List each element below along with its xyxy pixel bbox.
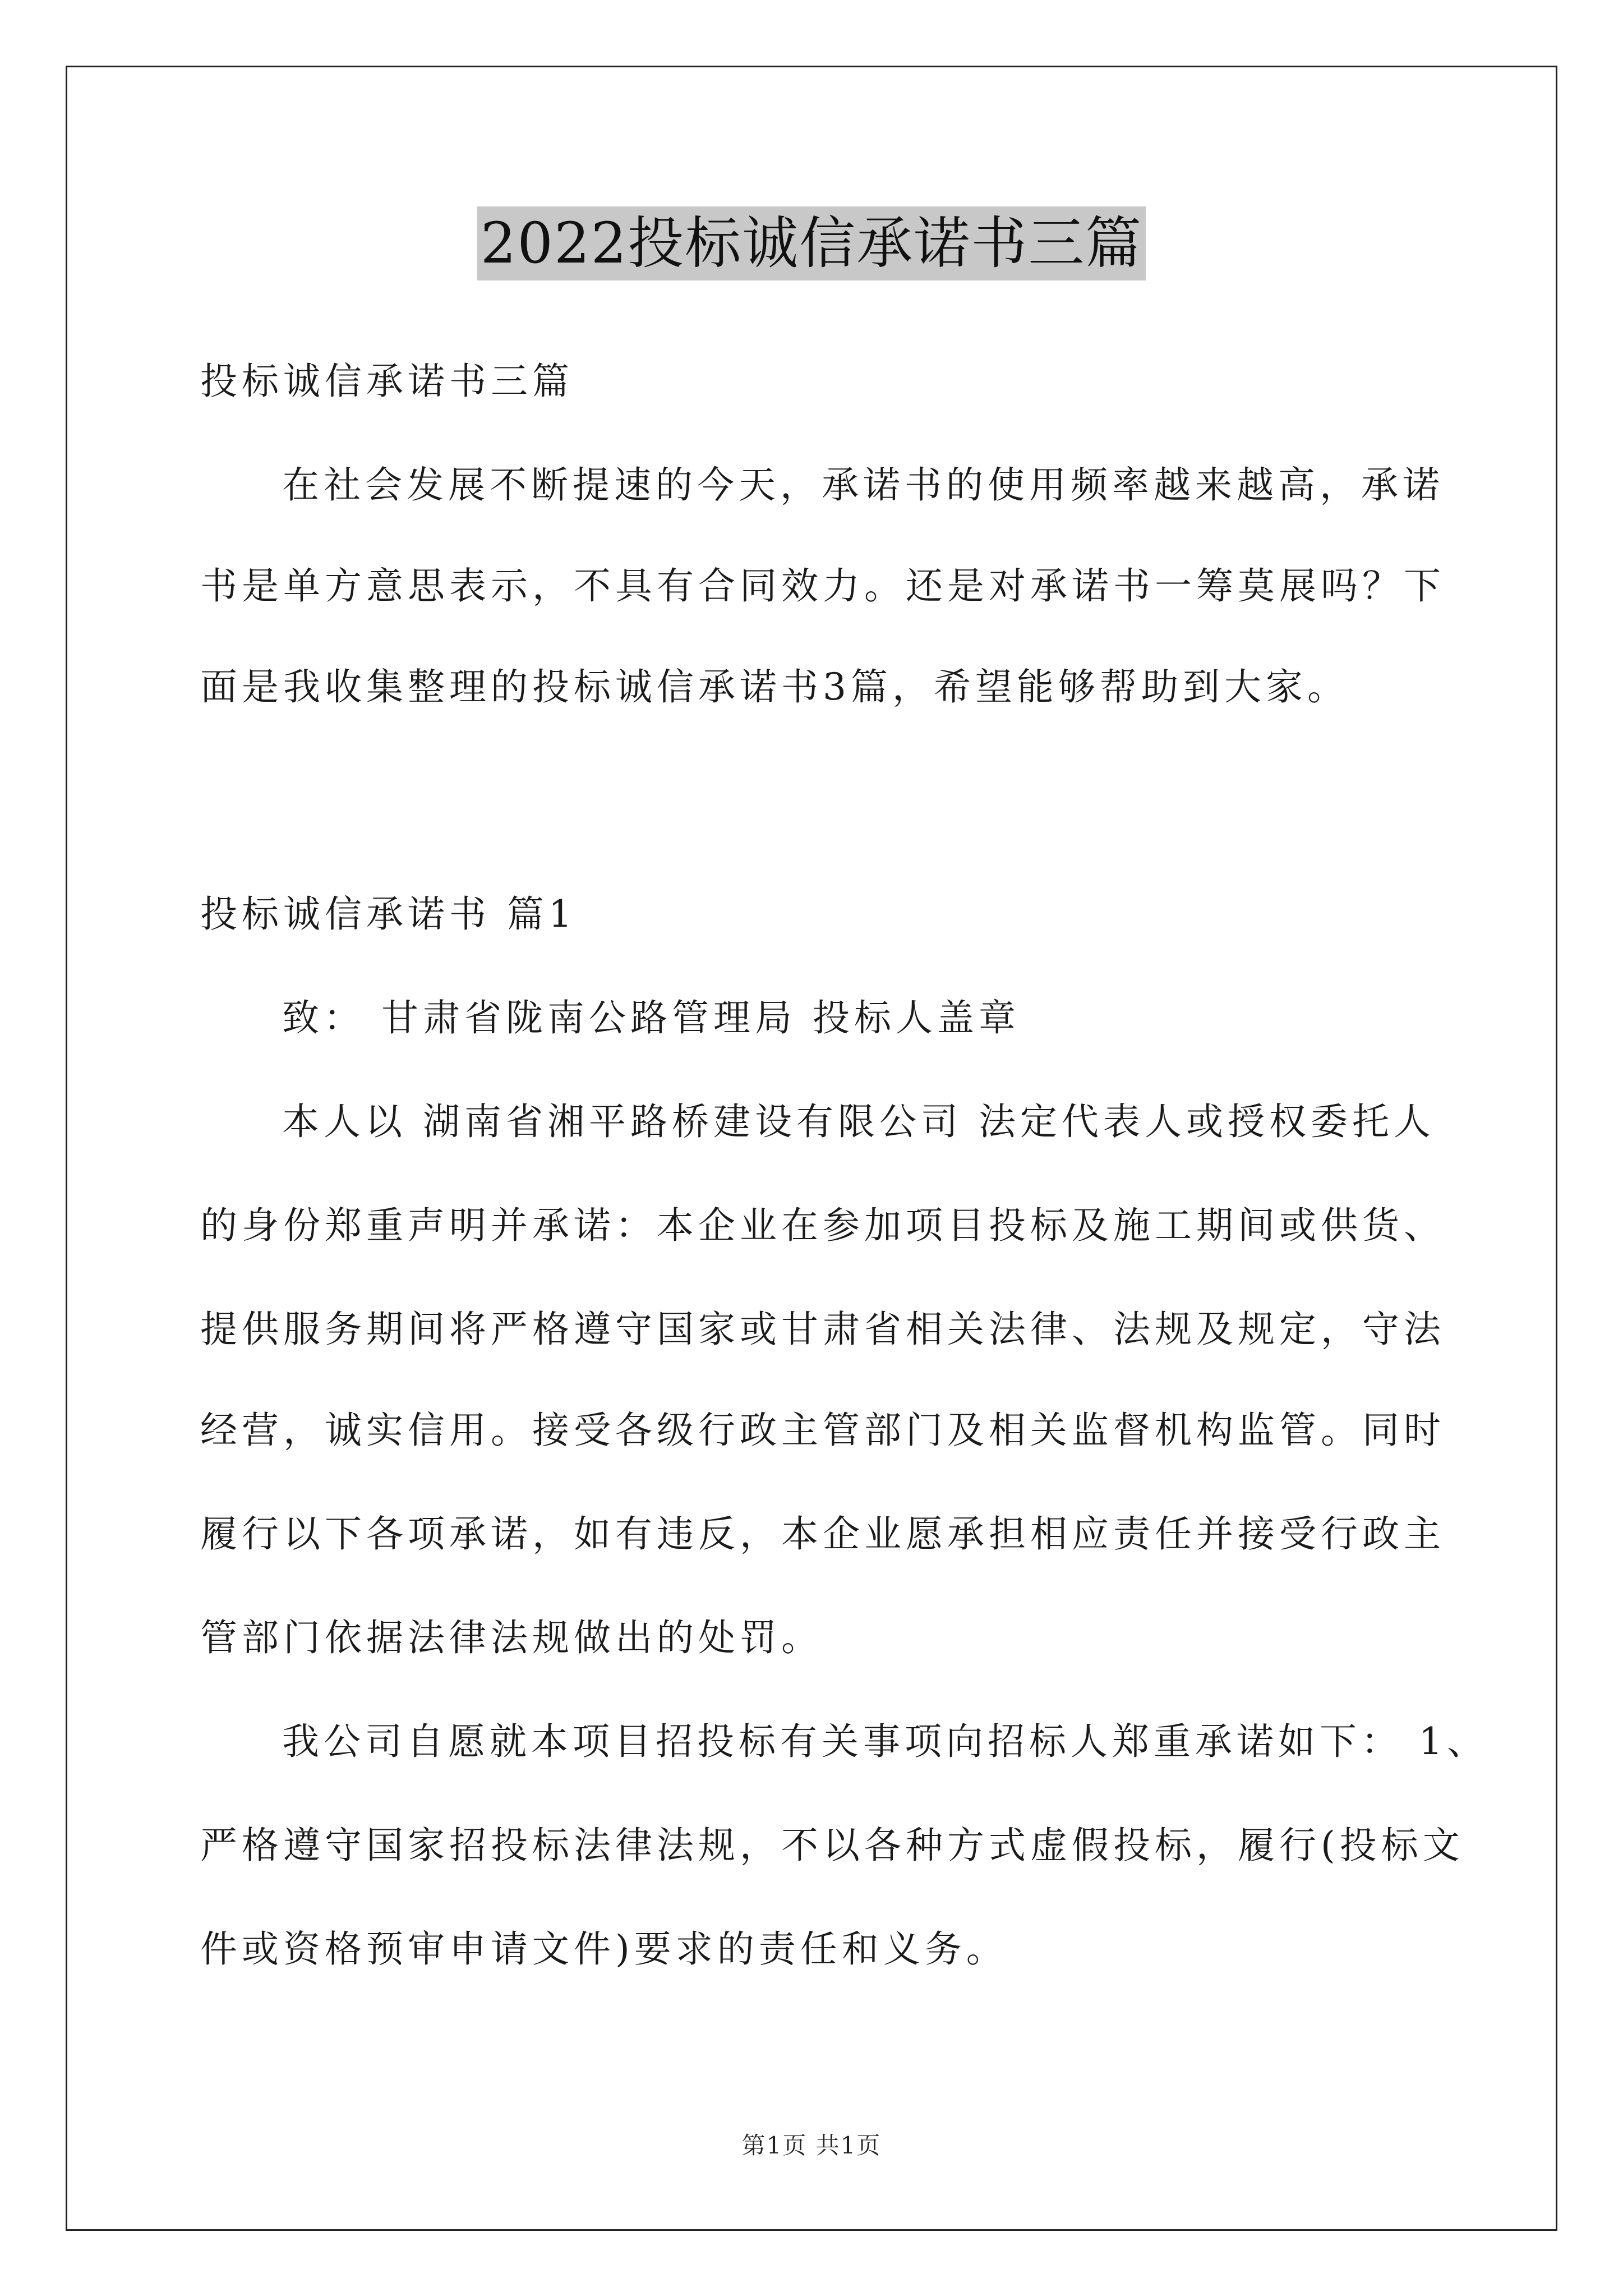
promise-line: 严格遵守国家招投标法律法规，不以各种方式虚假投标，履行(投标文 xyxy=(200,1824,1464,1867)
address-line: 致： 甘肃省陇南公路管理局 投标人盖章 xyxy=(282,996,1020,1039)
title-container xyxy=(0,206,1623,280)
promise-line: 件或资格预审申请文件)要求的责任和义务。 xyxy=(200,1927,1008,1971)
document-title: 2022投标诚信承诺书三篇 xyxy=(477,206,1146,280)
subtitle: 投标诚信承诺书三篇 xyxy=(200,360,574,403)
intro-line: 在社会发展不断提速的今天，承诺书的使用频率越来越高，承诺 xyxy=(282,463,1444,507)
body-line: 经营，诚实信用。接受各级行政主管部门及相关监督机构监管。同时 xyxy=(200,1409,1445,1452)
body-line: 的身份郑重声明并承诺：本企业在参加项目投标及施工期间或供货、 xyxy=(200,1204,1445,1247)
body-line: 提供服务期间将严格遵守国家或甘肃省相关法律、法规及规定，守法 xyxy=(200,1308,1445,1351)
promise-line: 我公司自愿就本项目招投标有关事项向招标人郑重承诺如下： 1、 xyxy=(282,1720,1488,1763)
section-heading: 投标诚信承诺书 篇1 xyxy=(200,892,577,936)
page-number-footer: 第1页 共1页 xyxy=(741,2132,882,2159)
body-line: 本人以 湖南省湘平路桥建设有限公司 法定代表人或授权委托人 xyxy=(282,1100,1435,1143)
intro-line: 书是单方意思表示，不具有合同效力。还是对承诺书一筹莫展吗？下 xyxy=(200,564,1445,608)
body-line: 履行以下各项承诺，如有违反，本企业愿承担相应责任并接受行政主 xyxy=(200,1512,1445,1556)
body-line: 管部门依据法律法规做出的处罚。 xyxy=(200,1616,823,1659)
intro-line: 面是我收集整理的投标诚信承诺书3篇，希望能够帮助到大家。 xyxy=(200,665,1349,708)
